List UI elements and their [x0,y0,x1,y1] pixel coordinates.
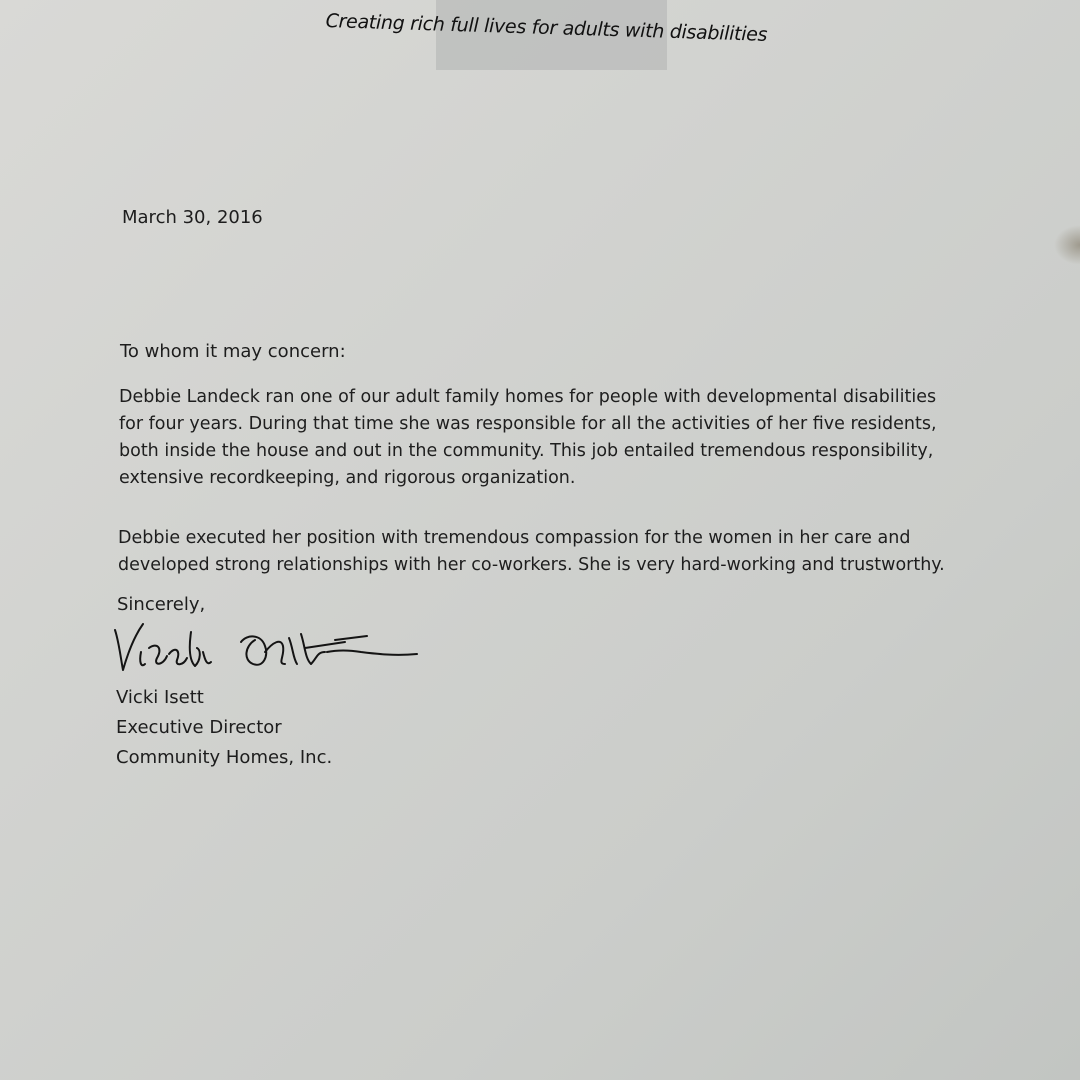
signature-hidden-label: Vicki Isett [105,680,115,682]
page-edge-shadow [1054,225,1080,265]
paragraph-2-line: developed strong relationships with her co-workers. She is very hard-working and trustworthy. [118,555,945,575]
signer-name: Vicki Isett [116,687,204,708]
closing: Sincerely, [117,594,206,615]
letterhead-tagline: Creating rich full lives for adults with disabilities [325,10,768,46]
paragraph-1-line: for four years. During that time she was responsible for all the activities of her five residents, [119,414,937,434]
paragraph-2-line: Debbie executed her position with tremendous compassion for the women in her care and [118,528,911,548]
signature-block [116,683,332,773]
salutation: To whom it may concern: [120,341,346,362]
paragraph-1 [119,384,989,492]
handwritten-signature [105,612,435,682]
paragraph-2 [118,525,988,579]
paragraph-1-line: extensive recordkeeping, and rigorous organization. [119,468,576,488]
signer-title: Executive Director [116,717,282,738]
paragraph-1-line: both inside the house and out in the community. This job entailed tremendous responsibility, [119,441,934,461]
signer-organization: Community Homes, Inc. [116,747,333,768]
paragraph-1-line: Debbie Landeck ran one of our adult family homes for people with developmental disabilities [119,387,937,407]
letter-date: March 30, 2016 [122,207,263,228]
